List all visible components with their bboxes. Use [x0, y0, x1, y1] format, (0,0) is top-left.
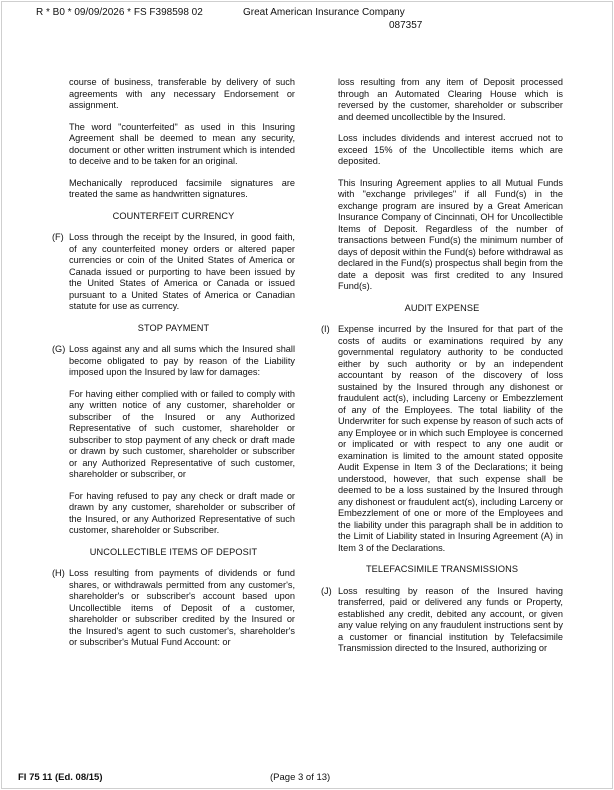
company-name: Great American Insurance Company [243, 7, 405, 18]
page-number: (Page 3 of 13) [270, 772, 331, 783]
section-heading-uncollectible-items: UNCOLLECTIBLE ITEMS OF DEPOSIT [89, 546, 258, 557]
paragraph: loss resulting from any item of Deposit processed through an Automated Clearing House which is reversed by the customer, shareholder or subscriber and deemed uncollectible by the Insured. [338, 77, 563, 122]
paragraph: This Insuring Agreement applies to all Mutual Funds with "exchange privileges" if all Fund(s) in the exchange program are insured by a Great American Insurance Company of Cincinnati, OH for Uncollectible Items of Deposit. Regardless of the number of transactions between Fund(s) the minimum number of days of deposit within the Fund(s) before withdrawal as declared in the Fund(s) prospectus shall begin from the date a deposit was first credited to any Insured Fund(s). [338, 177, 563, 291]
left-column [52, 77, 295, 659]
clause-h [52, 568, 295, 649]
clause-text: Loss against any and all sums which the Insured shall become obligated to pay by reason of the Liability imposed upon the Insured by law for damages: [69, 344, 295, 377]
clause-text: For having refused to pay any check or draft made or drawn by any customer, shareholder or subscriber of the Insured, or any Authorized Representative of such customer, shareholder or Subscriber. [69, 490, 295, 535]
form-id: R * B0 * 09/09/2026 * FS F398598 02 [36, 7, 203, 18]
paragraph: The word "counterfeited" as used in this Insuring Agreement shall be deemed to mean any security, document or other written instrument which is intended to deceive and to be taken for an original. [69, 121, 295, 166]
clause-text: Loss through the receipt by the Insured, in good faith, of any counterfeited money orders or altered paper currencies or coin of the United States of America or Canada issued or purporting to have been issued by the United States of America or Canada or issued pursuant to a United States of America or Canadian statute for use as currency. [69, 232, 295, 311]
clause-g [52, 344, 295, 537]
clause-text: Expense incurred by the Insured for that part of the costs of audits or examinations required by any governmental regulatory authority to be conducted either by such authority or by an independent accountant by reason of the discovery of loss sustained by the Insured through any dishonest or fraudulent act(s), including Larceny or Embezzlement of any of the Employees. The total liability of the Underwriter for such expense by reason of such acts of any Employee or in which such Employee is concerned or implicated or with respect to any one audit or examination is limited to the amount stated opposite Audit Expense in Item 3 of the Declarations; it being understood, however, that such expense shall be deemed to be a loss sustained by the Insured through any dishonest or fraudulent act(s), including Larceny or Embezzlement of one or more of the Employees and the liability under this paragraph shall be in addition to the Limit of Liability stated in Insuring Agreement (A) in Item 3 of the Declarations. [338, 324, 563, 553]
document-number: 087357 [389, 20, 423, 31]
section-heading-counterfeit-currency: COUNTERFEIT CURRENCY [112, 210, 235, 221]
clause-j [321, 586, 563, 655]
clause-i [321, 324, 563, 554]
clause-label: (H) [52, 568, 65, 578]
clause-label: (G) [52, 344, 66, 354]
section-heading-stop-payment: STOP PAYMENT [137, 322, 210, 333]
paragraph: Loss includes dividends and interest accrued not to exceed 15% of the Uncollectible items which are deposited. [338, 133, 563, 166]
clause-label: (J) [321, 585, 332, 596]
form-code: FI 75 11 (Ed. 08/15) [18, 772, 103, 783]
clause-f [52, 232, 295, 313]
section-heading-audit-expense: AUDIT EXPENSE [404, 302, 480, 313]
clause-text: Loss resulting by reason of the Insured having transferred, paid or delivered any funds or Property, established any credit, debited any account, or given any value relying on any fraudulent instructions sent by a customer or financial institution by Telefacsimile Transmission directed to the Insured, authorizing or [338, 585, 563, 653]
clause-text: For having either complied with or failed to comply with any written notice of any customer, shareholder or subscriber of the Insured or any Authorized Representative of such customer, shareholder or subscriber to stop payment of any check or draft made or drawn by such customer, shareholder or subscriber or any Authorized Representative of such customer, shareholder or subscriber, or [69, 388, 295, 479]
clause-label: (I) [321, 324, 330, 334]
section-heading-telefacsimile: TELEFACSIMILE TRANSMISSIONS [365, 564, 519, 574]
right-column [321, 77, 563, 665]
paragraph: course of business, transferable by delivery of such agreements with any necessary Endorsement or assignment. [69, 77, 295, 110]
paragraph: Mechanically reproduced facsimile signatures are treated the same as handwritten signatures. [69, 177, 295, 199]
clause-text: Loss resulting from payments of dividends or fund shares, or withdrawals permitted from any customer's, shareholder's or subscriber's account based upon Uncollectible items of Deposit of a customer, shareholder or subscriber credited by the Insured or the Insured's agent to such customer's, shareholder's or subscriber's Mutual Fund Account: or [69, 568, 295, 647]
clause-label: (F) [52, 232, 64, 242]
